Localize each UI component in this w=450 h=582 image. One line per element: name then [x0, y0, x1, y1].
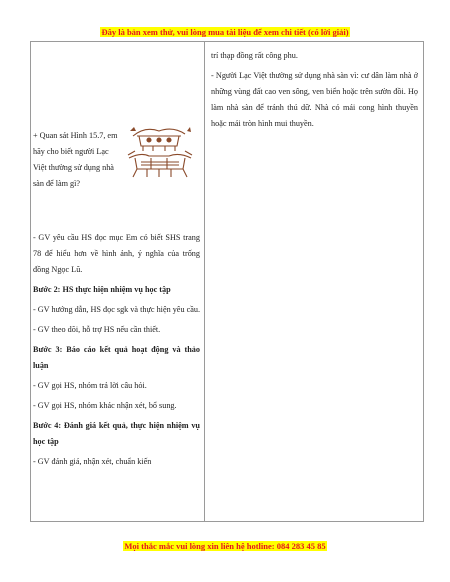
step-paragraph: - GV đánh giá, nhận xét, chuẩn kiến: [33, 457, 152, 466]
lesson-table: [30, 41, 424, 522]
step-heading: Bước 4: Đánh giá kết quả, thực hiện nhiệm vụ học tập: [33, 421, 200, 446]
expected-outcome-column: [205, 42, 424, 521]
step-paragraph: - GV theo dõi, hỗ trợ HS nếu cần thiết.: [33, 325, 161, 334]
step-paragraph: - GV gọi HS, nhóm khác nhận xét, bổ sung.: [33, 401, 177, 410]
hotline-banner: [0, 541, 450, 551]
stilt-house-figure-icon: [125, 122, 195, 180]
hotline-banner-text: Mọi thắc mắc vui lòng xin liên hệ hotline: 084 283 45 85: [124, 541, 326, 551]
step-paragraph: - GV gọi HS, nhóm trả lời câu hỏi.: [33, 381, 147, 390]
preview-banner: [0, 27, 450, 37]
step-heading: Bước 2: HS thực hiện nhiệm vụ học tập: [33, 285, 171, 294]
step-paragraph: - GV yêu cầu HS đọc mục Em có biết SHS trang 78 để hiểu hơn về hình ảnh, ý nghĩa của trống đồng Ngọc Lũ.: [33, 233, 200, 274]
outcome-paragraph: - Người Lạc Việt thường sử dụng nhà sàn vì: cư dân làm nhà ở những vùng đất cao ven sông, ven biển hoặc trên sườn đồi. Họ làm nhà sàn để tránh thú dữ. Nhà có mái cong hình thuyền hoặc mái tròn hình mui thuyền.: [211, 71, 418, 128]
observation-question: + Quan sát Hình 15.7, em hãy cho biết người Lạc Việt thường sử dụng nhà sàn để làm gì?: [33, 131, 118, 188]
outcome-line: trí thạp đồng rất công phu.: [211, 51, 298, 60]
teacher-activity-column: [31, 42, 204, 521]
preview-banner-text: Đây là bản xem thử, vui lòng mua tài liệu để xem chi tiết (có lời giải): [101, 27, 349, 37]
step-heading: Bước 3: Báo cáo kết quả hoạt động và thảo luận: [33, 345, 200, 370]
teaching-steps: [33, 230, 200, 474]
step-paragraph: - GV hướng dẫn, HS đọc sgk và thực hiện yêu cầu.: [33, 305, 200, 314]
